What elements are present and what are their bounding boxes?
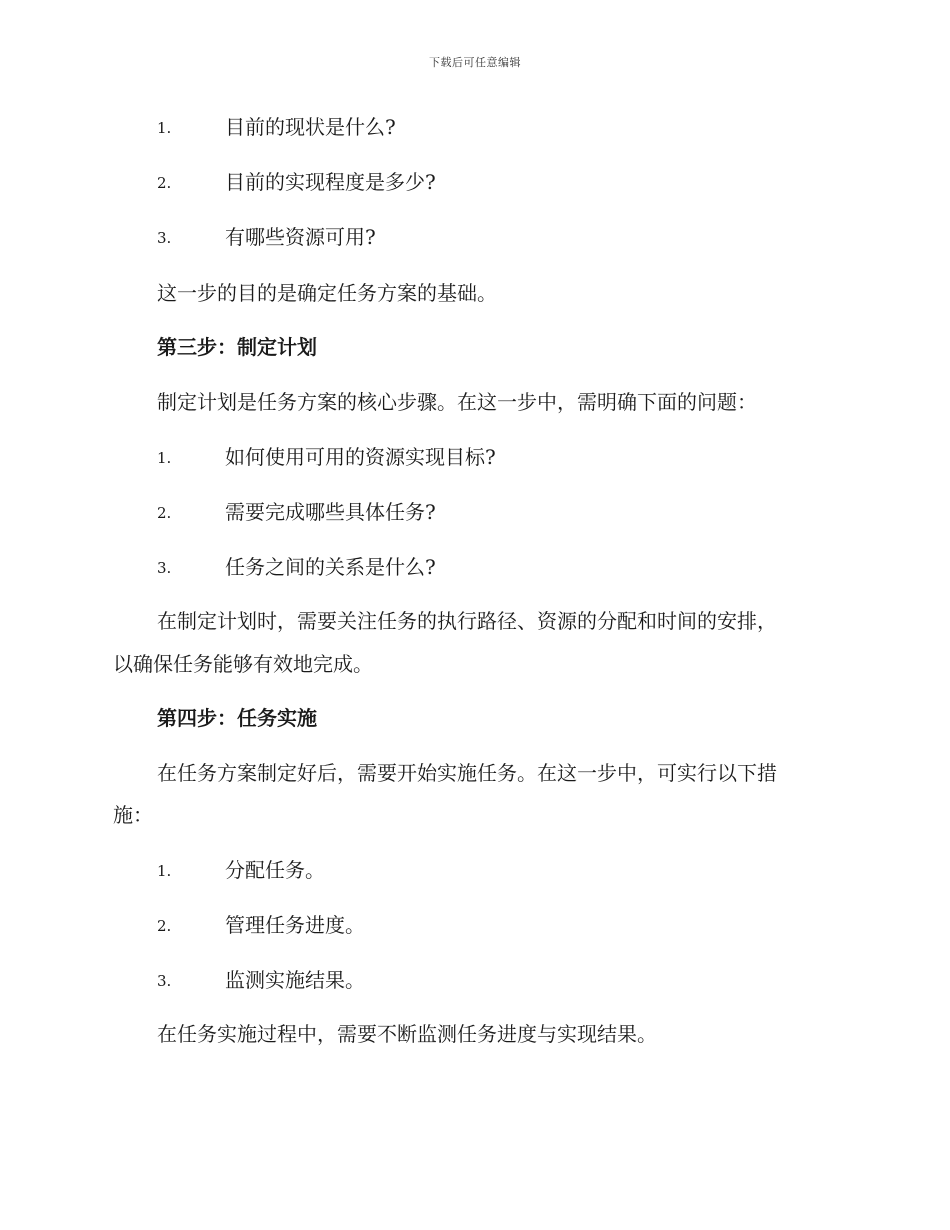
paragraph: 制定计划是任务方案的核心步骤。在这一步中，需明确下面的问题： bbox=[157, 390, 757, 414]
list-text: 管理任务进度。 bbox=[225, 913, 365, 937]
paragraph-line: 以确保任务能够有效地完成。 bbox=[113, 652, 373, 676]
list-text: 有哪些资源可用? bbox=[225, 225, 376, 249]
list-number: 1. bbox=[157, 119, 172, 137]
page-header: 下载后可任意编辑 bbox=[429, 56, 521, 69]
list-text: 分配任务。 bbox=[225, 858, 325, 882]
list-number: 2. bbox=[157, 504, 172, 522]
paragraph-line: 在任务方案制定好后，需要开始实施任务。在这一步中，可实行以下措 bbox=[157, 761, 777, 785]
list-number: 3. bbox=[157, 559, 172, 577]
list-number: 2. bbox=[157, 174, 172, 192]
paragraph-line: 在制定计划时，需要关注任务的执行路径、资源的分配和时间的安排， bbox=[157, 609, 777, 633]
list-text: 目前的实现程度是多少? bbox=[225, 170, 436, 194]
list-number: 3. bbox=[157, 229, 172, 247]
section-heading-step3: 第三步：制定计划 bbox=[157, 335, 317, 359]
paragraph: 在任务实施过程中，需要不断监测任务进度与实现结果。 bbox=[157, 1022, 657, 1046]
list-text: 监测实施结果。 bbox=[225, 968, 365, 992]
list-text: 需要完成哪些具体任务? bbox=[225, 500, 436, 524]
list-number: 2. bbox=[157, 917, 172, 935]
list-text: 任务之间的关系是什么? bbox=[225, 555, 436, 579]
list-text: 如何使用可用的资源实现目标? bbox=[225, 445, 496, 469]
section-heading-step4: 第四步：任务实施 bbox=[157, 706, 317, 730]
list-number: 3. bbox=[157, 972, 172, 990]
list-number: 1. bbox=[157, 862, 172, 880]
paragraph-line: 施： bbox=[113, 803, 153, 827]
list-number: 1. bbox=[157, 449, 172, 467]
paragraph: 这一步的目的是确定任务方案的基础。 bbox=[157, 281, 497, 305]
list-text: 目前的现状是什么? bbox=[225, 115, 396, 139]
